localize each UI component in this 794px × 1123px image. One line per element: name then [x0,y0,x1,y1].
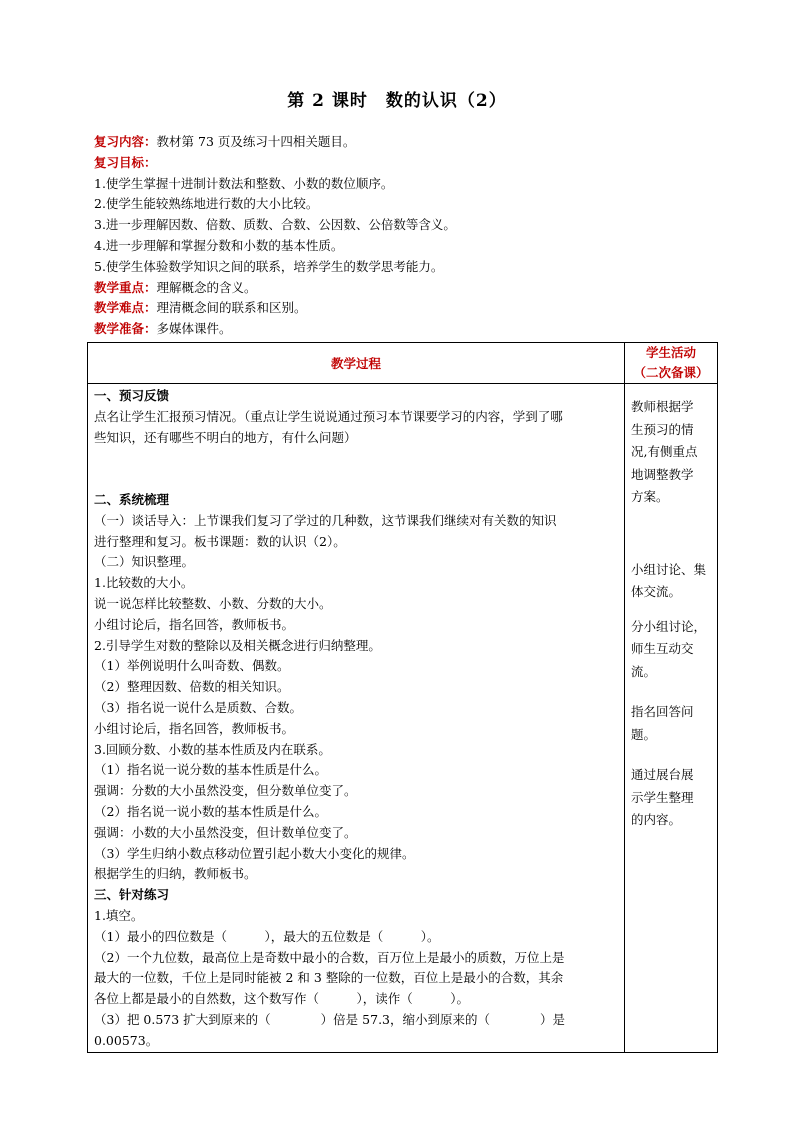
process-header: 教学过程 [88,343,625,384]
process-line: 2.引导学生对数的整除以及相关概念进行归纳整理。 [94,637,381,653]
key-point-label: 教学重点： [94,279,157,295]
activity-note-line: 师生互动交 [631,641,694,656]
process-line: （1）指名说一说分数的基本性质是什么。 [94,762,327,778]
goals-label: 复习目标： [94,154,157,170]
activity-note [631,559,711,604]
process-line: （2）一个九位数，最高位上是奇数中最小的合数，百万位上是最小的质数，万位上是 [94,949,565,965]
activity-header-line1: 学生活动 [645,345,696,360]
process-line: 3.回顾分数、小数的基本性质及内在联系。 [94,741,331,757]
process-line: 点名让学生汇报预习情况。（重点让学生说说通过预习本节课要学习的内容，学到了哪 [94,408,563,424]
page-title: 第 2 课时 数的认识（2） [287,91,507,111]
section-heading: 一、预习反馈 [94,388,170,403]
activity-note-line: 的内容。 [631,812,682,827]
difficulty-text: 理清概念间的联系和区别。 [156,300,307,316]
process-line: 各位上都是最小的自然数，这个数写作（ ），读作（ ）。 [94,991,470,1007]
activity-note [631,764,711,832]
review-content-label: 复习内容： [94,134,157,149]
preparation-label: 教学准备： [94,321,157,337]
activity-header [625,343,718,384]
process-line: 0.00573。 [94,1032,159,1048]
activity-note-line: 体交流。 [631,584,682,599]
teaching-process-cell [88,384,625,1053]
goal-item: 1.使学生掌握十进制计数法和整数、小数的数位顺序。 [94,175,394,191]
activity-note-line: 地调整教学 [631,466,694,482]
process-line: （1）最小的四位数是（ ），最大的五位数是（ ）。 [94,928,440,944]
lesson-header [94,132,714,340]
activity-note [631,701,711,746]
process-line: （3）把 0.573 扩大到原来的（ ）倍是 57.3，缩小到原来的（ ）是 [94,1011,565,1027]
process-line: （2）指名说一说小数的基本性质是什么。 [94,803,327,819]
process-line: 说一说怎样比较整数、小数、分数的大小。 [94,595,332,611]
process-line: （3）指名说一说什么是质数、合数。 [94,699,302,715]
activity-note-line: 分小组讨论， [631,618,707,634]
lesson-table [87,342,718,1053]
activity-note-line: 小组讨论、集 [631,561,707,577]
activity-note-line: 生预习的情 [631,421,694,437]
process-line: 根据学生的归纳，教师板书。 [94,866,257,882]
process-line: 进行整理和复习。板书课题：数的认识（2）。 [94,533,346,549]
process-line: （1）举例说明什么叫奇数、偶数。 [94,658,290,674]
goal-item: 4.进一步理解和掌握分数和小数的基本性质。 [94,237,344,253]
activity-note-line: 流。 [631,663,657,679]
process-line: 强调：分数的大小虽然没变，但分数单位变了。 [94,783,357,799]
table-body-row [88,384,718,1053]
process-line: 最大的一位数，千位上是同时能被 2 和 3 整除的一位数，百位上是最小的合数，其余 [94,970,564,986]
goal-item: 5.使学生体验数学知识之间的联系，培养学生的数学思考能力。 [94,258,444,274]
activity-note-line: 通过展台展 [631,767,694,782]
process-line [94,469,618,490]
activity-note-line: 况,有侧重点 [631,444,698,459]
process-line: 小组讨论后，指名回答，教师板书。 [94,616,295,632]
goal-item: 3.进一步理解因数、倍数、质数、合数、公因数、公倍数等含义。 [94,217,456,233]
table-header-row [88,343,718,384]
process-line: （2）整理因数、倍数的相关知识。 [94,679,290,695]
process-line: 些知识，还有哪些不明白的地方，有什么问题） [94,429,357,445]
goals-row [94,153,714,174]
preparation-text: 多媒体课件。 [156,321,232,337]
process-line [94,448,618,469]
process-line: （一）谈话导入：上节课我们复习了学过的几种数，这节课我们继续对有关数的知识 [94,512,557,528]
difficulty-row [94,298,714,319]
student-activity-cell [625,384,718,1053]
process-line: 1.填空。 [94,907,144,923]
activity-note-line: 教师根据学 [631,399,694,414]
activity-note [631,396,711,509]
section-heading: 三、针对练习 [94,887,170,903]
process-line: 强调：小数的大小虽然没变，但计数单位变了。 [94,824,357,840]
activity-header-line2: （二次备课） [633,365,709,380]
key-point-row [94,278,714,299]
process-line: 1.比较数的大小。 [94,575,194,591]
activity-note-line: 示学生整理 [631,789,694,805]
preparation-row [94,319,714,340]
activity-note-line: 题。 [631,726,657,742]
activity-note-line: 方案。 [631,489,669,504]
process-line: 小组讨论后，指名回答，教师板书。 [94,720,295,736]
process-line: （3）学生归纳小数点移动位置引起小数大小变化的规律。 [94,845,415,861]
process-line: （二）知识整理。 [94,554,195,570]
key-point-text: 理解概念的含义。 [156,279,257,295]
activity-note-line: 指名回答问 [631,704,694,719]
review-content-text: 教材第 73 页及练习十四相关题目。 [156,134,356,149]
goal-item: 2.使学生能较熟练地进行数的大小比较。 [94,196,319,212]
difficulty-label: 教学难点： [94,300,157,316]
review-content-row [94,132,714,153]
activity-note [631,616,711,684]
section-heading: 二、系统梳理 [94,491,170,507]
